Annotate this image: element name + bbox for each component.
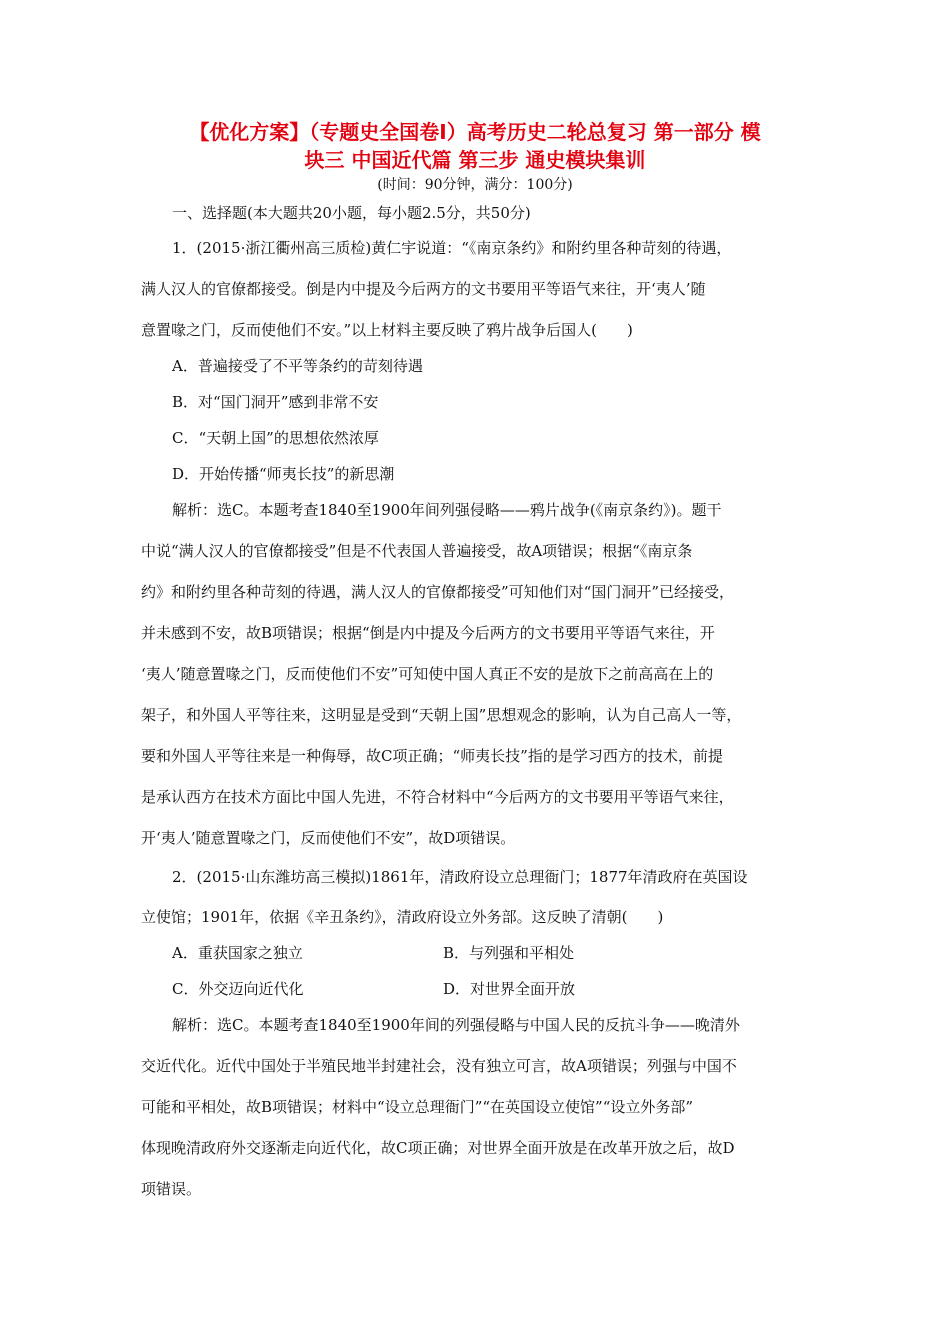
q1-stem-line-3: 意置喙之门，反而使他们不安。”以上材料主要反映了鸦片战争后国人( ) [141, 321, 633, 339]
q1-option-b: B．对“国门洞开”感到非常不安 [172, 393, 379, 411]
q1-answer-line-2: 中说“满人汉人的官僚都接受”但是不代表国人普遍接受，故A项错误；根据“《南京条 [141, 542, 693, 560]
q1-stem-line-1: 1．(2015·浙江衢州高三质检)黄仁宇说道：“《南京条约》和附约里各种苛刻的待遇， [172, 239, 732, 257]
title-line-1: 【优化方案】（专题史全国卷Ⅰ）高考历史二轮总复习 第一部分 模 [189, 120, 761, 144]
q1-answer-line-1: 解析：选C。本题考查1840至1900年间列强侵略——鸦片战争(《南京条约》)。题干 [172, 501, 722, 519]
q1-answer-line-8: 是承认西方在技术方面比中国人先进，不符合材料中“今后两方的文书要用平等语气来往， [141, 788, 734, 806]
q2-option-d: D．对世界全面开放 [443, 980, 576, 998]
q2-option-a: A．重获国家之独立 [172, 944, 303, 962]
q2-answer-line-4: 体现晚清政府外交逐渐走向近代化，故C项正确；对世界全面开放是在改革开放之后，故D [141, 1139, 735, 1157]
section-heading: 一、选择题(本大题共20小题，每小题2.5分，共50分) [172, 204, 531, 222]
q2-answer-line-2: 交近代化。近代中国处于半殖民地半封建社会，没有独立可言，故A项错误；列强与中国不 [141, 1057, 737, 1075]
q2-stem-line-1: 2．(2015·山东潍坊高三模拟)1861年，清政府设立总理衙门；1877年清政府在英国设 [172, 868, 748, 886]
q2-answer-line-3: 可能和平相处，故B项错误；材料中“设立总理衙门”“在英国设立使馆”“设立外务部” [141, 1098, 694, 1116]
q1-answer-line-5: ‘夷人’随意置喙之门，反而使他们不安”可知使中国人真正不安的是放下之前高高在上的 [141, 665, 714, 683]
q1-option-d: D．开始传播“师夷长技”的新思潮 [172, 465, 395, 483]
q1-answer-line-3: 约》和附约里各种苛刻的待遇，满人汉人的官僚都接受”可知他们对“国门洞开”已经接受， [141, 583, 735, 601]
q1-answer-line-6: 架子，和外国人平等往来，这明显是受到“天朝上国”思想观念的影响，认为自己高人一等， [141, 706, 742, 724]
q1-answer-line-7: 要和外国人平等往来是一种侮辱，故C项正确；“师夷长技”指的是学习西方的技术，前提 [141, 747, 723, 765]
q2-option-b: B．与列强和平相处 [443, 944, 575, 962]
q1-answer-line-4: 并未感到不安，故B项错误；根据“倒是内中提及今后两方的文书要用平等语气来往，开 [141, 624, 715, 642]
q2-stem-line-2: 立使馆；1901年，依据《辛丑条约》，清政府设立外务部。这反映了清朝( ) [141, 908, 664, 926]
q1-option-c: C．“天朝上国”的思想依然浓厚 [172, 429, 379, 447]
document-title [120, 118, 830, 174]
q1-answer-line-9: 开‘夷人’随意置喙之门，反而使他们不安”，故D项错误。 [141, 829, 516, 847]
q2-answer-line-5: 项错误。 [141, 1180, 202, 1198]
q1-stem-line-2: 满人汉人的官僚都接受。倒是内中提及今后两方的文书要用平等语气来往，开‘夷人’随 [141, 280, 706, 298]
q2-answer-line-1: 解析：选C。本题考查1840至1900年间的列强侵略与中国人民的反抗斗争——晚清外 [172, 1016, 740, 1034]
q2-option-c: C．外交迈向近代化 [172, 980, 304, 998]
exam-info: (时间：90分钟，满分：100分) [377, 177, 573, 193]
title-line-2: 块三 中国近代篇 第三步 通史模块集训 [304, 148, 646, 172]
q1-option-a: A．普遍接受了不平等条约的苛刻待遇 [172, 357, 423, 375]
